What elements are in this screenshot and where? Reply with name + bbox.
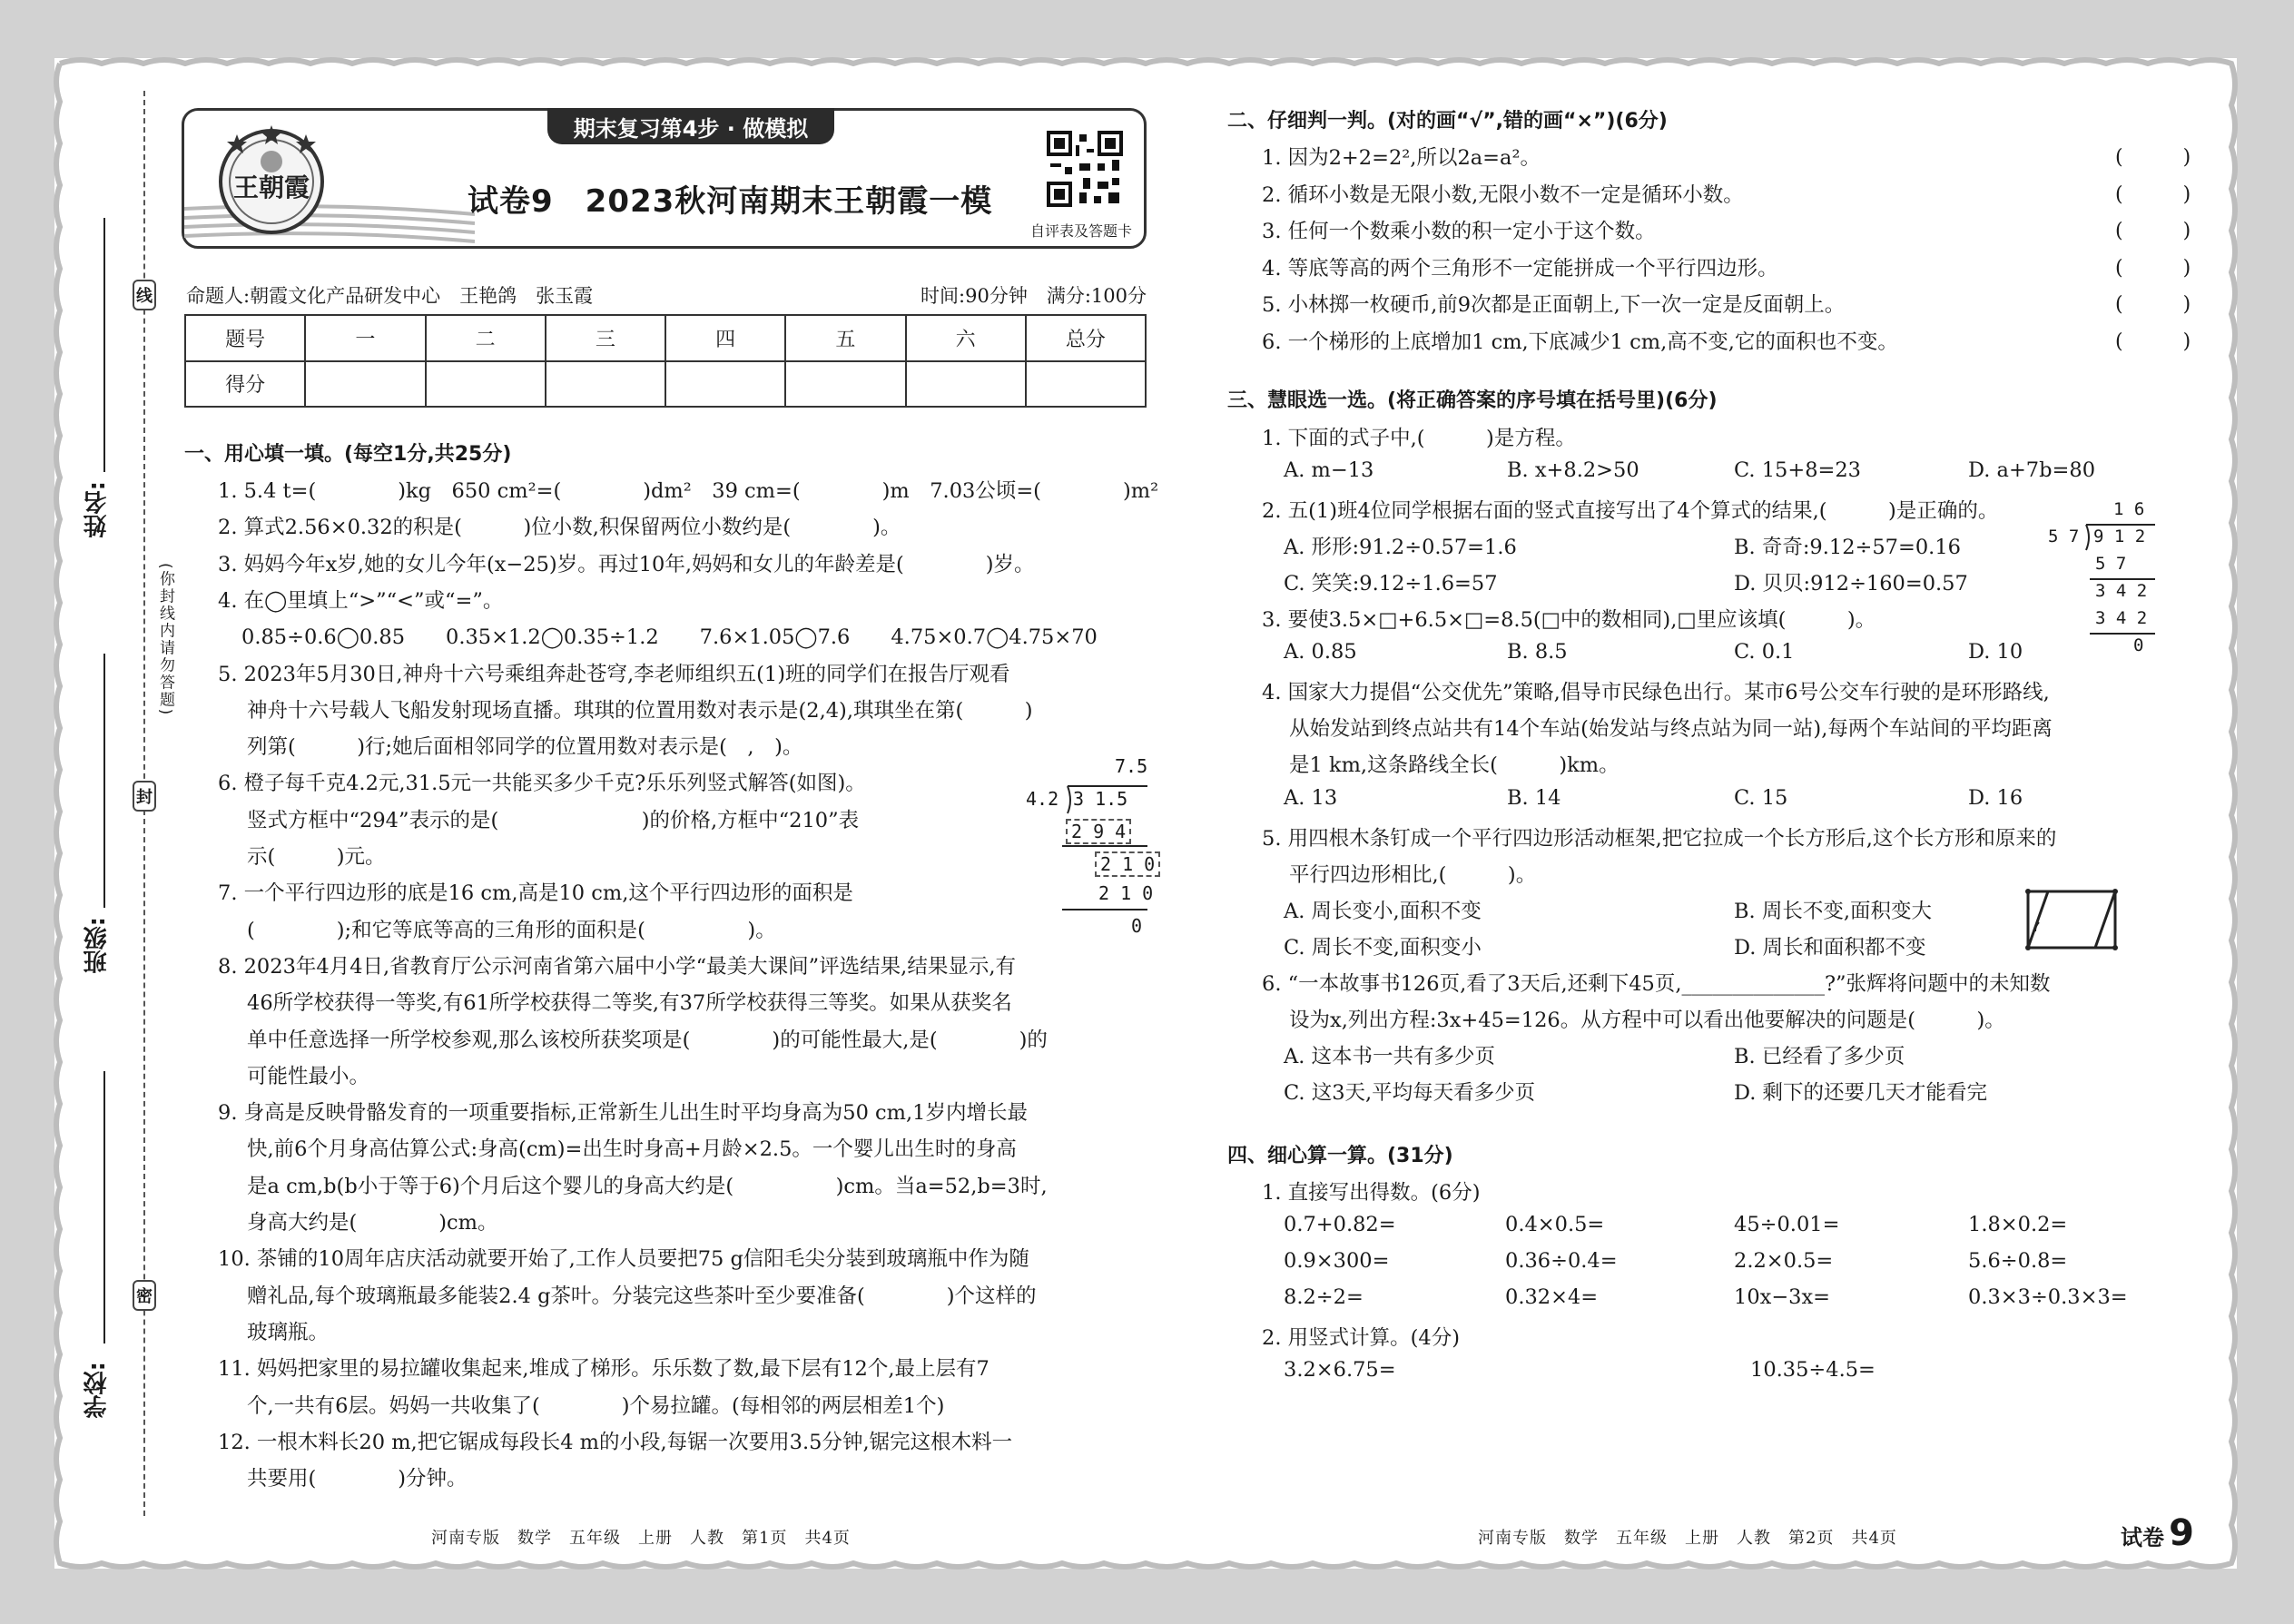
div2-sub2: 3 4 2 [2095, 608, 2148, 628]
oral-calc-item: 0.4×0.5= [1505, 1213, 1605, 1236]
fill-blank-line: 1. 5.4 t=( )kg 650 cm²=( )dm² 39 cm=( )m 7.03公顷=( )m² [218, 479, 1159, 503]
choice-option: C. 0.1 [1734, 640, 1795, 664]
choice-option: B. 14 [1507, 786, 1561, 810]
div2-divisor: 5 7 [2048, 527, 2080, 546]
section-1-title: 一、用心填一填。(每空1分,共25分) [184, 443, 512, 466]
header-banner [182, 108, 1147, 249]
choice-option: B. 周长不变,面积变大 [1734, 900, 1932, 923]
seal-notice: (你封线内请勿答题) [156, 563, 174, 717]
fill-blank-line: 12. 一根木料长20 m,把它锯成每段长4 m的小段,每锯一次要用3.5分钟,锯完这根木料一 [218, 1431, 1013, 1454]
choice-option: D. 10 [1968, 640, 2023, 664]
fill-blank-line: 10. 茶铺的10周年店庆活动就要开始了,工作人员要把75 g信阳毛尖分装到玻璃瓶中作为随 [218, 1247, 1029, 1271]
choice-option: A. 13 [1284, 786, 1338, 810]
exam-title: 试卷9 2023秋河南期末王朝霞一模 [468, 183, 993, 220]
fill-blank-line: 神舟十六号载人飞船发射现场直播。琪琪的位置用数对表示是(2,4),琪琪坐在第( ) [247, 699, 1033, 723]
score-head-cell: 一 [305, 315, 425, 361]
score-cell[interactable] [546, 361, 665, 408]
fill-blank-line: 是a cm,b(b小于等于6)个月后这个婴儿的身高大约是( )cm。当a=52,b=3时, [247, 1175, 1048, 1198]
div1-quotient: 7.5 [1115, 755, 1148, 777]
fill-blank-line: 列第( )行;她后面相邻同学的位置用数对表示是( , )。 [247, 735, 803, 759]
choice-question: 从始发站到终点站共有14个车站(始发站与终点站为同一站),每两个车站间的平均距离 [1289, 717, 2053, 741]
score-cell[interactable] [426, 361, 546, 408]
score-cell[interactable] [665, 361, 785, 408]
choice-option: D. a+7b=80 [1968, 458, 2096, 482]
oral-calc-item: 1.8×0.2= [1968, 1213, 2068, 1236]
oral-calc-item: 0.32×4= [1505, 1285, 1599, 1309]
footer-right: 河南专版 数学 五年级 上册 人教 第2页 共4页 [1478, 1529, 1897, 1548]
oral-calc-item: 0.3×3÷0.3×3= [1968, 1285, 2128, 1309]
fill-blank-line: 快,前6个月身高估算公式:身高(cm)=出生时身高+月龄×2.5。一个婴儿出生时的身高 [247, 1137, 1017, 1161]
choice-option: C. 这3天,平均每天看多少页 [1284, 1081, 1536, 1105]
oral-calc-item: 0.9×300= [1284, 1249, 1390, 1273]
fill-blank-line: 单中任意选择一所学校参观,那么该校所获奖项是( )的可能性最大,是( )的 [247, 1029, 1048, 1052]
div1-dividend: 3 1.5 [1073, 788, 1128, 810]
seal-word-line: 线 [133, 280, 156, 310]
authors: 命题人:朝霞文化产品研发中心 王艳鸽 张玉霞 [186, 285, 594, 307]
fill-blank-line: 46所学校获得一等奖,有61所学校获得二等奖,有37所学校获得三等奖。如果从获奖名 [247, 991, 1012, 1015]
choice-option: A. 形形:91.2÷0.57=1.6 [1284, 536, 1517, 559]
score-head-cell: 四 [665, 315, 785, 361]
div2-r2: 3 4 2 [2095, 581, 2148, 601]
score-cell[interactable] [785, 361, 905, 408]
vertical-calc-item: 3.2×6.75= [1284, 1358, 1396, 1382]
page-num: 9 [2169, 1512, 2194, 1554]
judge-item: 1. 因为2+2=2²,所以2a=a²。 [1262, 146, 1541, 170]
answer-paren: ( ) [2115, 293, 2191, 316]
oral-calc-item: 0.36÷0.4= [1505, 1249, 1618, 1273]
fill-blank-line: 0.85÷0.6◯0.85 0.35×1.2◯0.35÷1.2 7.6×1.05◯7.6 4.75×0.7◯4.75×70 [241, 625, 1098, 649]
fill-blank-line: 身高大约是( )cm。 [247, 1211, 498, 1235]
seal-word-seal: 封 [133, 781, 156, 812]
div1-divisor: 4.2 [1026, 788, 1059, 810]
fill-blank-line: 示( )元。 [247, 845, 386, 869]
choice-option: C. 笑笑:9.12÷1.6=57 [1284, 572, 1498, 595]
qr-code[interactable] [1047, 131, 1123, 207]
exam-meta [186, 281, 1147, 309]
page-number [2121, 1512, 2194, 1554]
oral-calc-item: 2.2×0.5= [1734, 1249, 1834, 1273]
score-cell[interactable] [305, 361, 425, 408]
fill-blank-line: 赠礼品,每个玻璃瓶最多能装2.4 g茶叶。分装完这些茶叶至少要准备( )个这样的 [247, 1284, 1037, 1308]
oral-calc-item: 10x−3x= [1734, 1285, 1831, 1309]
section-3-title: 三、慧眼选一选。(将正确答案的序号填在括号里)(6分) [1227, 389, 1718, 412]
fill-blank-line: 4. 在◯里填上“>”“<”或“=”。 [218, 589, 504, 613]
judge-item: 4. 等底等高的两个三角形不一定能拼成一个平行四边形。 [1262, 257, 1778, 281]
choice-question: 1. 下面的式子中,( )是方程。 [1262, 427, 1576, 450]
answer-paren: ( ) [2115, 220, 2191, 242]
judge-item: 5. 小林掷一枚硬币,前9次都是正面朝上,下一次一定是反面朝上。 [1262, 293, 1846, 317]
div2-quotient: 1 6 [2113, 499, 2145, 519]
name-label: 姓名: [84, 481, 111, 538]
fill-blank-line: 2. 算式2.56×0.32的积是( )位小数,积保留两位小数约是( )。 [218, 516, 901, 539]
choice-option: B. x+8.2>50 [1507, 458, 1639, 482]
fill-blank-line: 5. 2023年5月30日,神舟十六号乘组奔赴苍穹,李老师组织五(1)班的同学们在报告厅观看 [218, 663, 1010, 686]
wangzhaoxia-logo [204, 122, 339, 238]
choice-question: 平行四边形相比,( )。 [1289, 863, 1537, 887]
score-table-score-row [185, 361, 1146, 408]
fill-blank-line: 竖式方框中“294”表示的是( )的价格,方框中“210”表 [247, 809, 860, 832]
time-score: 时间:90分钟 满分:100分 [921, 285, 1147, 307]
fill-blank-line: 8. 2023年4月4日,省教育厅公示河南省第六届中小学“最美大课间”评选结果,结果显示,有 [218, 955, 1016, 979]
choice-option: D. 周长和面积都不变 [1734, 936, 1926, 960]
fill-blank-line: 6. 橙子每千克4.2元,31.5元一共能买多少千克?乐乐列竖式解答(如图)。 [218, 772, 866, 795]
score-head-cell: 五 [785, 315, 905, 361]
score-table-header-row [185, 315, 1146, 361]
school-input-line[interactable] [103, 1071, 105, 1343]
answer-paren: ( ) [2115, 330, 2191, 353]
choice-option: B. 奇奇:9.12÷57=0.16 [1734, 536, 1961, 559]
seal-word-secret: 密 [133, 1280, 156, 1311]
div2-sub1: 5 7 [2095, 554, 2127, 574]
choice-option: C. 周长不变,面积变小 [1284, 936, 1482, 960]
calc-title: 1. 直接写出得数。(6分) [1262, 1181, 1481, 1205]
choice-option: C. 15+8=23 [1734, 458, 1861, 482]
answer-paren: ( ) [2115, 146, 2191, 169]
footer-left: 河南专版 数学 五年级 上册 人教 第1页 共4页 [431, 1529, 851, 1548]
fill-blank-line: 3. 妈妈今年x岁,她的女儿今年(x−25)岁。再过10年,妈妈和女儿的年龄差是( )岁。 [218, 553, 1035, 576]
calc-title: 2. 用竖式计算。(4分) [1262, 1326, 1460, 1350]
fill-blank-line: 11. 妈妈把家里的易拉罐收集起来,堆成了梯形。乐乐数了数,最下层有12个,最上层有7 [218, 1357, 989, 1381]
choice-question: 4. 国家大力提倡“公交优先”策略,倡导市民绿色出行。某市6号公交车行驶的是环形路线, [1262, 681, 2050, 704]
frame-diagram [2023, 886, 2121, 955]
vertical-calc-item: 10.35÷4.5= [1750, 1358, 1876, 1382]
score-head-cell: 三 [546, 315, 665, 361]
choice-question: 是1 km,这条路线全长( )km。 [1289, 753, 1620, 777]
score-table [184, 314, 1147, 408]
choice-option: B. 已经看了多少页 [1734, 1045, 1905, 1068]
choice-option: D. 贝贝:912÷160=0.57 [1734, 572, 1968, 595]
qr-caption: 自评表及答题卡 [1030, 222, 1133, 240]
div2-remainder: 0 [2133, 635, 2144, 655]
answer-paren: ( ) [2115, 183, 2191, 206]
class-input-line[interactable] [103, 654, 105, 908]
section-4-title: 四、细心算一算。(31分) [1227, 1145, 1453, 1167]
div1-box-210: 2 1 0 [1095, 851, 1160, 877]
score-head-cell: 总分 [1026, 315, 1146, 361]
fill-blank-line: 可能性最小。 [247, 1065, 370, 1088]
choice-option: A. 这本书一共有多少页 [1284, 1045, 1496, 1068]
fill-blank-line: 个,一共有6层。妈妈一共收集了( )个易拉罐。(每相邻的两层相差1个) [247, 1394, 945, 1418]
choice-option: D. 16 [1968, 786, 2023, 810]
fill-blank-line: 共要用( )分钟。 [247, 1467, 468, 1491]
choice-question: 设为x,列出方程:3x+45=126。从方程中可以看出他要解决的问题是( )。 [1289, 1009, 2005, 1032]
school-label: 学校: [84, 1362, 111, 1419]
choice-option: A. 0.85 [1284, 640, 1357, 664]
judge-item: 6. 一个梯形的上底增加1 cm,下底减少1 cm,高不变,它的面积也不变。 [1262, 330, 1898, 354]
choice-option: C. 15 [1734, 786, 1788, 810]
oral-calc-item: 0.7+0.82= [1284, 1213, 1396, 1236]
div1-remainder: 0 [1131, 915, 1143, 937]
div1-sub: 2 1 0 [1098, 882, 1154, 904]
score-row-label: 得分 [185, 361, 305, 408]
choice-option: D. 剩下的还要几天才能看完 [1734, 1081, 1988, 1105]
name-input-line[interactable] [103, 218, 105, 472]
div1-lines [1026, 755, 1153, 946]
choice-question: 6. “一本故事书126页,看了3天后,还剩下45页,______________?”张辉将问题中的未知数 [1262, 972, 2051, 996]
div1-box-294: 2 9 4 [1066, 819, 1131, 844]
choice-option: A. 周长变小,面积不变 [1284, 900, 1482, 923]
choice-question: 3. 要使3.5×□+6.5×□=8.5(□中的数相同),□里应该填( )。 [1262, 608, 1876, 632]
choice-option: A. m−13 [1284, 458, 1374, 482]
answer-paren: ( ) [2115, 257, 2191, 280]
page-label: 试卷 [2121, 1525, 2164, 1550]
oral-calc-item: 45÷0.01= [1734, 1213, 1840, 1236]
section-2-title: 二、仔细判一判。(对的画“√”,错的画“×”)(6分) [1227, 110, 1668, 133]
class-label: 班级: [84, 917, 111, 974]
judge-item: 3. 任何一个数乘小数的积一定小于这个数。 [1262, 220, 1656, 243]
score-head-cell: 六 [906, 315, 1026, 361]
fill-blank-line: 玻璃瓶。 [247, 1321, 330, 1344]
oral-calc-item: 5.6÷0.8= [1968, 1249, 2068, 1273]
score-head-cell: 题号 [185, 315, 305, 361]
judge-item: 2. 循环小数是无限小数,无限小数不一定是循环小数。 [1262, 183, 1744, 207]
fill-blank-line: 9. 身高是反映骨骼发育的一项重要指标,正常新生儿出生时平均身高为50 cm,1岁内增长最 [218, 1101, 1028, 1125]
choice-question: 5. 用四根木条钉成一个平行四边形活动框架,把它拉成一个长方形后,这个长方形和原来的 [1262, 827, 2057, 851]
score-cell[interactable] [906, 361, 1026, 408]
fill-blank-line: 7. 一个平行四边形的底是16 cm,高是10 cm,这个平行四边形的面积是 [218, 881, 853, 905]
div2-dividend: 9 1 2 [2093, 527, 2146, 546]
score-cell[interactable] [1026, 361, 1146, 408]
div2-lines [2048, 499, 2157, 663]
step-tag: 期末复习第4步 · 做模拟 [547, 108, 834, 144]
binding-strip [73, 91, 172, 1516]
choice-question: 2. 五(1)班4位同学根据右面的竖式直接写出了4个算式的结果,( )是正确的。 [1262, 499, 1999, 523]
choice-option: B. 8.5 [1507, 640, 1568, 664]
svg-text:王朝霞: 王朝霞 [232, 172, 310, 202]
score-head-cell: 二 [426, 315, 546, 361]
fill-blank-line: ( );和它等底等高的三角形的面积是( )。 [247, 919, 776, 942]
oral-calc-item: 8.2÷2= [1284, 1285, 1364, 1309]
